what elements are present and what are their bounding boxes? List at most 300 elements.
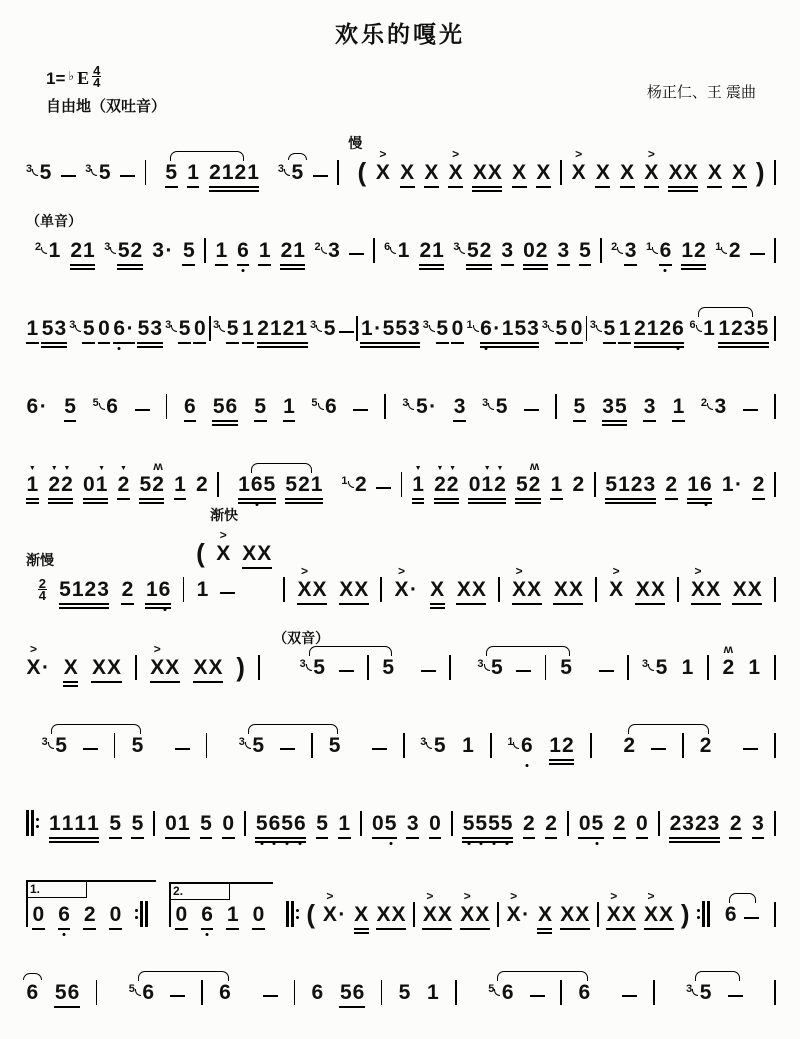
- note-token: [26, 161, 52, 185]
- note-digit: 0: [222, 812, 234, 835]
- note-token: [618, 317, 631, 341]
- note-body: [501, 239, 514, 263]
- note-token: [420, 734, 446, 758]
- note-token: [456, 578, 486, 602]
- note-body: [26, 642, 50, 680]
- note-token: [477, 656, 503, 680]
- beam-underline: [512, 186, 527, 188]
- beam-underline: [424, 186, 439, 188]
- note-token: [113, 317, 135, 341]
- note-digit: 1: [295, 317, 308, 340]
- note-body: [681, 656, 694, 680]
- accent-icon: >: [219, 528, 227, 542]
- beam-underline: [644, 928, 674, 930]
- grace-hook-icon: [617, 247, 623, 254]
- duration-dash: [339, 670, 354, 672]
- note-token: [184, 395, 197, 419]
- note-digit: 5: [82, 317, 95, 340]
- note-digit: 2: [209, 161, 221, 184]
- beam-underline: [91, 681, 121, 683]
- note-token: [48, 465, 73, 497]
- note-digit: 1: [177, 812, 190, 835]
- accent-icon: >: [397, 564, 405, 578]
- note-digit: 1 ▼: [481, 465, 494, 496]
- duration-dash: [750, 253, 765, 255]
- barline: [356, 316, 358, 341]
- barline: [294, 980, 296, 1005]
- beam-underline: [732, 186, 747, 188]
- repeat-dots: [697, 909, 700, 919]
- grace-note: 1: [646, 241, 658, 254]
- beam-underline: [109, 928, 122, 930]
- note-body: [644, 889, 674, 927]
- note-digit: X: [650, 578, 665, 601]
- note-body: [732, 161, 747, 185]
- grace-note: 3: [686, 983, 698, 996]
- note-digit: 0: [32, 903, 45, 926]
- meter-numerator: 2: [38, 576, 46, 591]
- note-token: [175, 903, 188, 927]
- note-digit: 1: [247, 161, 259, 184]
- beam-underline: [472, 190, 502, 192]
- note-digit: X: [456, 578, 471, 601]
- note-token: [718, 317, 769, 341]
- note-token: [238, 473, 276, 497]
- note-body: [174, 473, 187, 497]
- note-body: [165, 161, 178, 185]
- note-body: [553, 578, 583, 602]
- slur-arc: [486, 646, 570, 656]
- grace-note: 2: [611, 241, 623, 254]
- grace-hook-icon: [484, 664, 490, 671]
- note-digit: 6: [113, 317, 126, 341]
- beam-underline: [687, 498, 712, 500]
- note-token: [732, 161, 747, 185]
- note-digit: X: [400, 161, 415, 184]
- accent-icon: >: [326, 889, 334, 903]
- beam-underline: [523, 837, 536, 839]
- note-token: [578, 812, 603, 836]
- note-body: [109, 903, 122, 927]
- grace-hook-icon: [321, 247, 327, 254]
- grace-note: 1: [507, 736, 519, 749]
- meter-denominator: 4: [38, 588, 46, 603]
- barline: [774, 655, 776, 680]
- note-body: [555, 317, 568, 341]
- slur-arc: [248, 724, 338, 734]
- volta-label: 1.: [28, 882, 87, 898]
- duration-dash: [175, 748, 190, 750]
- duration-dash: [376, 487, 391, 489]
- accent-icon: >: [300, 564, 308, 578]
- beam-underline: [681, 268, 706, 270]
- beam-underline: [448, 186, 463, 188]
- note-token: [620, 161, 635, 185]
- repeat-dot: [697, 909, 700, 912]
- note-body: [429, 812, 442, 836]
- beam-underline: [360, 342, 420, 344]
- grace-note: 3: [69, 319, 81, 332]
- note-body: [572, 473, 585, 497]
- duration-dash: [599, 670, 614, 672]
- note-token: [26, 395, 48, 419]
- note-token: [237, 239, 250, 263]
- barline: [658, 811, 660, 836]
- note-token: [239, 734, 265, 758]
- repeat-bar: [140, 901, 143, 927]
- beam-underline: [550, 498, 563, 500]
- beam-underline: [131, 837, 144, 839]
- note-token: [590, 317, 616, 341]
- note-token: [63, 656, 78, 680]
- repeat-bar: [291, 901, 294, 927]
- slur-arc: [138, 971, 229, 981]
- note-digit: 1: [49, 812, 61, 835]
- note-body: [397, 239, 410, 263]
- note-body: [150, 642, 180, 680]
- note-digit: 6: [106, 395, 118, 418]
- note-digit: X: [512, 161, 527, 184]
- beam-underline: [545, 837, 558, 839]
- key-prefix: 1=: [46, 69, 66, 88]
- note-digit: 2: [659, 317, 672, 340]
- note-token: [280, 239, 305, 263]
- beam-underline: [41, 346, 66, 348]
- note-digit: X: [339, 578, 354, 601]
- low-octave-dot: [63, 933, 66, 936]
- note-digit: 5: [200, 812, 212, 835]
- duration-dash: [516, 670, 531, 672]
- barline: [96, 980, 98, 1005]
- duration-dash: [313, 175, 328, 177]
- barline: [283, 577, 285, 602]
- beam-underline: [555, 342, 568, 344]
- beam-underline: [59, 603, 110, 605]
- beam-underline: [480, 342, 540, 344]
- note-token: [83, 903, 96, 927]
- volta-label: 2.: [171, 884, 230, 900]
- note-digit: 5: [339, 981, 352, 1004]
- note-digit: 2: [280, 239, 293, 262]
- volta-measure: [171, 903, 273, 927]
- grace-hook-icon: [648, 664, 654, 671]
- slur-arc: [497, 971, 588, 981]
- note-body: [328, 239, 341, 263]
- note-body: [145, 578, 170, 602]
- note-digit: X >: [691, 564, 706, 601]
- note-digit: 6: [578, 981, 591, 1004]
- beam-underline: [668, 186, 698, 188]
- note-digit: 1: [360, 317, 373, 340]
- beam-underline: [187, 186, 200, 188]
- note-digit: 5: [41, 317, 54, 340]
- note-digit: 5: [281, 812, 294, 836]
- note-digit: 1: [646, 317, 659, 340]
- note-digit: 5: [433, 734, 446, 757]
- grace-hook-icon: [99, 403, 105, 410]
- barline: [258, 655, 260, 680]
- accent-icon: >: [452, 147, 460, 161]
- parenthesis: (: [306, 899, 316, 929]
- note-token: [602, 395, 627, 419]
- barline: [451, 811, 453, 836]
- beam-underline: [732, 603, 762, 605]
- grace-hook-icon: [32, 169, 38, 176]
- note-token: [748, 656, 761, 680]
- beam-underline: [537, 928, 552, 930]
- note-token: [613, 812, 626, 836]
- note-body: [372, 812, 397, 836]
- grace-note: 6: [384, 241, 396, 254]
- note-digit: 6: [480, 317, 493, 341]
- note-digit: X >: [216, 528, 231, 565]
- duration-dash: [280, 748, 295, 750]
- beam-underline: [121, 603, 134, 605]
- beam-underline: [434, 498, 459, 500]
- note-token: [466, 317, 539, 341]
- note-digit: 1 ▼: [412, 465, 424, 496]
- note-digit: X: [63, 656, 78, 679]
- music-line-8: [26, 724, 776, 758]
- note-digit: 2: [535, 239, 548, 262]
- note-digit: 1: [71, 578, 84, 601]
- volta-bracket-1: [26, 880, 156, 927]
- note-token: [216, 528, 231, 566]
- note-body: [623, 734, 636, 758]
- note-token: [724, 903, 737, 927]
- note-token: [400, 161, 415, 185]
- note-token: [338, 812, 351, 836]
- note-token: [721, 473, 743, 497]
- grace-note: 3: [402, 397, 414, 410]
- repeat-dot: [296, 909, 299, 912]
- beam-underline: [252, 928, 265, 930]
- grace-hook-icon: [473, 325, 479, 332]
- grace-hook-icon: [110, 247, 116, 254]
- beam-underline: [117, 498, 130, 500]
- note-digit: 5: [395, 317, 408, 340]
- beam-underline: [41, 342, 66, 344]
- beam-underline: [182, 264, 195, 266]
- note-digit: 1: [718, 317, 731, 340]
- barline: [497, 902, 499, 927]
- note-digit: 6: [58, 903, 71, 927]
- beam-underline: [553, 603, 583, 605]
- note-body: [117, 465, 130, 497]
- note-token: [427, 981, 440, 1005]
- note-digit: 5: [603, 317, 616, 340]
- grace-note: 6: [689, 319, 701, 332]
- note-digit: 2 ʍ: [528, 459, 541, 496]
- note-body: [609, 564, 624, 602]
- note-token: [644, 147, 659, 185]
- barline: [590, 733, 592, 758]
- beam-underline: [63, 685, 78, 687]
- note-body: [466, 239, 491, 263]
- note-token: [83, 465, 108, 497]
- note-body: [98, 317, 111, 341]
- beam-underline: [109, 837, 122, 839]
- note-token: [64, 395, 77, 419]
- note-digit: X: [424, 161, 439, 184]
- note-body: [613, 812, 626, 836]
- note-token: [609, 564, 624, 602]
- note-body: [605, 473, 656, 497]
- note-token: [434, 465, 459, 497]
- note-digit: 1: [748, 656, 761, 679]
- duration-dash: [651, 748, 666, 750]
- beam-underline: [557, 264, 570, 266]
- note-digit: 5: [398, 981, 411, 1004]
- augmentation-dot: ·: [39, 395, 47, 418]
- note-token: [254, 395, 267, 419]
- note-token: [643, 395, 656, 419]
- beam-underline: [752, 498, 765, 500]
- note-token: [515, 459, 541, 497]
- note-digit: X: [242, 542, 257, 565]
- note-body: [724, 903, 737, 927]
- note-token: [398, 981, 411, 1005]
- note-digit: 5: [495, 395, 508, 418]
- note-token: [26, 317, 39, 341]
- beam-underline: [376, 928, 406, 930]
- beam-underline: [434, 502, 459, 504]
- note-digit: 0: [451, 317, 464, 340]
- note-token: [200, 812, 213, 836]
- note-digit: X: [354, 903, 369, 926]
- beam-underline: [613, 837, 626, 839]
- note-digit: 2 ▼: [446, 465, 459, 496]
- note-token: [129, 981, 155, 1005]
- note-body: [49, 812, 100, 836]
- beam-underline: [602, 420, 627, 422]
- beam-underline: [200, 837, 213, 839]
- note-token: [285, 473, 323, 497]
- beam-underline: [549, 759, 574, 761]
- note-token: [193, 656, 223, 680]
- note-token: [501, 239, 514, 263]
- note-digit: 5: [39, 161, 52, 184]
- note-token: [297, 564, 327, 602]
- note-token: [462, 734, 475, 758]
- note-digit: 1: [61, 812, 74, 835]
- beam-underline: [665, 498, 678, 500]
- note-token: [278, 161, 304, 185]
- note-body: [196, 473, 209, 497]
- meter-denominator: 4: [93, 75, 101, 90]
- note-body: [252, 734, 265, 758]
- duration-dash: [120, 175, 135, 177]
- beam-underline: [422, 928, 452, 930]
- note-digit: 3: [150, 317, 163, 340]
- grace-hook-icon: [219, 325, 225, 332]
- note-digit: 6: [26, 981, 39, 1005]
- note-token: [59, 578, 110, 602]
- note-token: [423, 317, 449, 341]
- note-body: [238, 473, 276, 497]
- note-body: [427, 981, 440, 1005]
- grace-note: 3: [165, 319, 177, 332]
- slur-arc: [628, 724, 710, 734]
- beam-underline: [222, 837, 235, 839]
- note-body: [226, 317, 239, 341]
- note-digit: 2: [613, 812, 626, 835]
- note-token: [209, 161, 260, 185]
- note-token: [109, 903, 122, 927]
- note-token: [137, 317, 162, 341]
- staccato-icon: ▼: [119, 465, 127, 472]
- low-octave-dot: [242, 269, 245, 272]
- note-body: [703, 317, 716, 341]
- note-digit: 0: [578, 812, 591, 835]
- grace-note: 3: [213, 319, 225, 332]
- accent-icon: >: [29, 642, 38, 656]
- note-body: [242, 542, 272, 566]
- two-voice-cell: [196, 507, 272, 602]
- note-digit: X: [553, 578, 568, 601]
- music-line-9: [26, 802, 776, 836]
- note-digit: X: [747, 578, 762, 601]
- note-digit: 2: [729, 812, 742, 835]
- accent-icon: >: [515, 564, 523, 578]
- note-digit: 1: [703, 317, 715, 340]
- note-body: [714, 395, 727, 419]
- note-digit: 6: [520, 734, 533, 758]
- note-digit: 6: [352, 981, 365, 1004]
- note-digit: 2: [523, 812, 535, 835]
- staccato-icon: ▼: [414, 465, 422, 472]
- beam-underline: [515, 498, 540, 500]
- staccato-icon: ▼: [50, 465, 58, 472]
- beam-underline: [174, 498, 187, 500]
- repeat-dot: [135, 916, 138, 919]
- note-token: [139, 459, 164, 497]
- music-line-3: [26, 307, 776, 341]
- beam-underline: [48, 498, 73, 500]
- beam-underline: [212, 420, 237, 422]
- beam-underline: [603, 342, 616, 344]
- beam-underline: [451, 342, 464, 344]
- note-body: [560, 903, 590, 927]
- beam-underline: [54, 1006, 79, 1008]
- note-body: [285, 473, 323, 497]
- note-token: [691, 564, 721, 602]
- composer-credit: 杨正仁、王 震曲: [646, 84, 756, 101]
- note-digit: 3: [408, 317, 420, 340]
- note-token: [523, 239, 548, 263]
- note-digit: X: [193, 656, 208, 679]
- beam-underline: [462, 841, 513, 843]
- barline: [774, 733, 776, 758]
- grace-hook-icon: [696, 325, 702, 332]
- note-token: [482, 395, 508, 419]
- note-body: [495, 395, 508, 419]
- note-body: [579, 239, 592, 263]
- note-body: [360, 317, 420, 341]
- note-digit: 5: [579, 239, 591, 262]
- note-body: [175, 903, 188, 927]
- note-digit: 1: [174, 473, 186, 496]
- note-digit: 5: [515, 473, 528, 496]
- note-body: [752, 473, 765, 497]
- note-token: [219, 981, 232, 1005]
- slur-arc: [695, 971, 740, 981]
- augmentation-dot: ·: [409, 578, 417, 601]
- note-digit: 1: [681, 239, 694, 262]
- duration-dash: [170, 995, 185, 997]
- note-digit: 3: [501, 239, 514, 262]
- note-digit: 5: [462, 812, 475, 836]
